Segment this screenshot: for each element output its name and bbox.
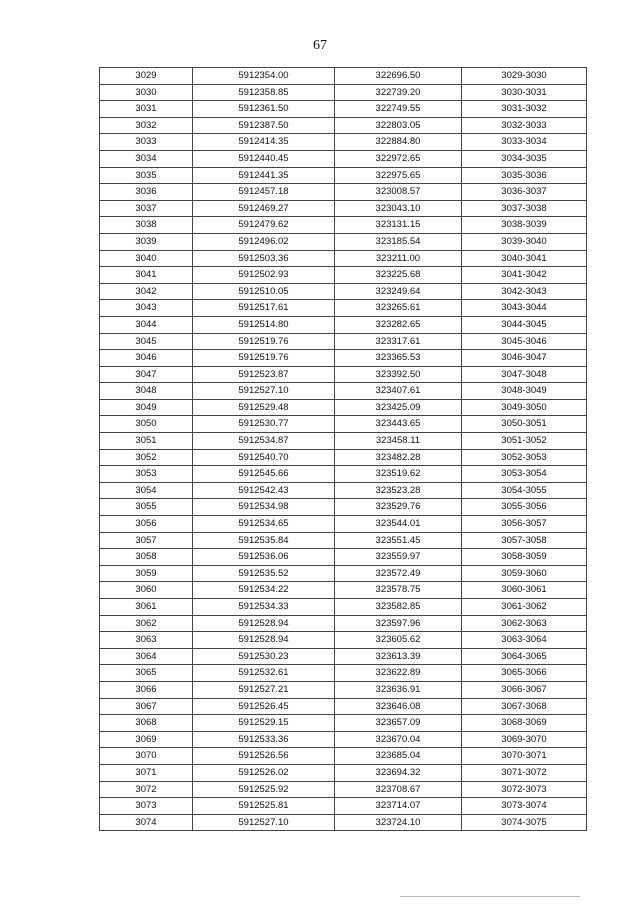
- segment-cell: 3037-3038: [462, 200, 587, 217]
- segment-cell: 3047-3048: [462, 366, 587, 383]
- y-coordinate-cell: 323131.15: [335, 217, 462, 234]
- segment-cell: 3059-3060: [462, 565, 587, 582]
- segment-cell: 3032-3033: [462, 117, 587, 134]
- x-coordinate-cell: 5912529.15: [193, 715, 335, 732]
- y-coordinate-cell: 323622.89: [335, 665, 462, 682]
- y-coordinate-cell: 323317.61: [335, 333, 462, 350]
- y-coordinate-cell: 322975.65: [335, 167, 462, 184]
- segment-cell: 3034-3035: [462, 150, 587, 167]
- table-row: [100, 366, 587, 383]
- point-number-cell: 3033: [100, 134, 193, 151]
- segment-cell: 3061-3062: [462, 599, 587, 616]
- x-coordinate-cell: 5912457.18: [193, 184, 335, 201]
- x-coordinate-cell: 5912527.10: [193, 383, 335, 400]
- x-coordinate-cell: 5912517.61: [193, 300, 335, 317]
- table-row: [100, 300, 587, 317]
- point-number-cell: 3042: [100, 283, 193, 300]
- table-row: [100, 648, 587, 665]
- y-coordinate-cell: 323425.09: [335, 399, 462, 416]
- segment-cell: 3048-3049: [462, 383, 587, 400]
- segment-cell: 3066-3067: [462, 681, 587, 698]
- x-coordinate-cell: 5912530.77: [193, 416, 335, 433]
- table-row: [100, 150, 587, 167]
- x-coordinate-cell: 5912527.21: [193, 681, 335, 698]
- table-row: [100, 250, 587, 267]
- x-coordinate-cell: 5912532.61: [193, 665, 335, 682]
- table-row: [100, 433, 587, 450]
- x-coordinate-cell: 5912535.84: [193, 532, 335, 549]
- table-row: [100, 681, 587, 698]
- segment-cell: 3067-3068: [462, 698, 587, 715]
- point-number-cell: 3037: [100, 200, 193, 217]
- point-number-cell: 3066: [100, 681, 193, 698]
- segment-cell: 3029-3030: [462, 68, 587, 85]
- y-coordinate-cell: 323605.62: [335, 632, 462, 649]
- y-coordinate-cell: 323185.54: [335, 233, 462, 250]
- y-coordinate-cell: 323225.68: [335, 267, 462, 284]
- y-coordinate-cell: 323519.62: [335, 466, 462, 483]
- y-coordinate-cell: 323458.11: [335, 433, 462, 450]
- segment-cell: 3050-3051: [462, 416, 587, 433]
- segment-cell: 3035-3036: [462, 167, 587, 184]
- y-coordinate-cell: 323582.85: [335, 599, 462, 616]
- y-coordinate-cell: 323529.76: [335, 499, 462, 516]
- segment-cell: 3062-3063: [462, 615, 587, 632]
- y-coordinate-cell: 323597.96: [335, 615, 462, 632]
- x-coordinate-cell: 5912441.35: [193, 167, 335, 184]
- segment-cell: 3033-3034: [462, 134, 587, 151]
- x-coordinate-cell: 5912440.45: [193, 150, 335, 167]
- segment-cell: 3063-3064: [462, 632, 587, 649]
- x-coordinate-cell: 5912387.50: [193, 117, 335, 134]
- segment-cell: 3056-3057: [462, 516, 587, 533]
- point-number-cell: 3036: [100, 184, 193, 201]
- y-coordinate-cell: 323670.04: [335, 731, 462, 748]
- table-row: [100, 117, 587, 134]
- table-row: [100, 731, 587, 748]
- table-row: [100, 167, 587, 184]
- table-row: [100, 200, 587, 217]
- point-number-cell: 3052: [100, 449, 193, 466]
- point-number-cell: 3060: [100, 582, 193, 599]
- y-coordinate-cell: 323265.61: [335, 300, 462, 317]
- segment-cell: 3064-3065: [462, 648, 587, 665]
- table-row: [100, 698, 587, 715]
- point-number-cell: 3046: [100, 350, 193, 367]
- table-row: [100, 383, 587, 400]
- point-number-cell: 3069: [100, 731, 193, 748]
- page-number: 67: [313, 38, 327, 53]
- x-coordinate-cell: 5912479.62: [193, 217, 335, 234]
- x-coordinate-cell: 5912525.92: [193, 781, 335, 798]
- table-row: [100, 615, 587, 632]
- segment-cell: 3065-3066: [462, 665, 587, 682]
- x-coordinate-cell: 5912526.56: [193, 748, 335, 765]
- table-row: [100, 416, 587, 433]
- y-coordinate-cell: 323657.09: [335, 715, 462, 732]
- table-row: [100, 84, 587, 101]
- segment-cell: 3073-3074: [462, 798, 587, 815]
- segment-cell: 3043-3044: [462, 300, 587, 317]
- y-coordinate-cell: 323646.08: [335, 698, 462, 715]
- segment-cell: 3053-3054: [462, 466, 587, 483]
- point-number-cell: 3044: [100, 316, 193, 333]
- y-coordinate-cell: 323407.61: [335, 383, 462, 400]
- point-number-cell: 3053: [100, 466, 193, 483]
- point-number-cell: 3030: [100, 84, 193, 101]
- y-coordinate-cell: 322696.50: [335, 68, 462, 85]
- point-number-cell: 3062: [100, 615, 193, 632]
- table-row: [100, 499, 587, 516]
- segment-cell: 3039-3040: [462, 233, 587, 250]
- segment-cell: 3068-3069: [462, 715, 587, 732]
- x-coordinate-cell: 5912534.22: [193, 582, 335, 599]
- y-coordinate-cell: 323392.50: [335, 366, 462, 383]
- x-coordinate-cell: 5912514.80: [193, 316, 335, 333]
- y-coordinate-cell: 323482.28: [335, 449, 462, 466]
- point-number-cell: 3038: [100, 217, 193, 234]
- x-coordinate-cell: 5912503.36: [193, 250, 335, 267]
- x-coordinate-cell: 5912542.43: [193, 482, 335, 499]
- table-row: [100, 814, 587, 831]
- y-coordinate-cell: 323544.01: [335, 516, 462, 533]
- segment-cell: 3045-3046: [462, 333, 587, 350]
- x-coordinate-cell: 5912519.76: [193, 350, 335, 367]
- point-number-cell: 3068: [100, 715, 193, 732]
- point-number-cell: 3040: [100, 250, 193, 267]
- y-coordinate-cell: 323008.57: [335, 184, 462, 201]
- x-coordinate-cell: 5912358.85: [193, 84, 335, 101]
- coordinates-table: [99, 67, 587, 831]
- table-row: [100, 350, 587, 367]
- segment-cell: 3040-3041: [462, 250, 587, 267]
- table-row: [100, 798, 587, 815]
- y-coordinate-cell: 323685.04: [335, 748, 462, 765]
- table-row: [100, 316, 587, 333]
- point-number-cell: 3047: [100, 366, 193, 383]
- segment-cell: 3055-3056: [462, 499, 587, 516]
- x-coordinate-cell: 5912523.87: [193, 366, 335, 383]
- table-row: [100, 449, 587, 466]
- table-row: [100, 549, 587, 566]
- point-number-cell: 3056: [100, 516, 193, 533]
- y-coordinate-cell: 323714.07: [335, 798, 462, 815]
- segment-cell: 3052-3053: [462, 449, 587, 466]
- segment-cell: 3057-3058: [462, 532, 587, 549]
- table-row: [100, 283, 587, 300]
- table-row: [100, 516, 587, 533]
- table-row: [100, 233, 587, 250]
- y-coordinate-cell: 323694.32: [335, 764, 462, 781]
- table-row: [100, 532, 587, 549]
- x-coordinate-cell: 5912540.70: [193, 449, 335, 466]
- y-coordinate-cell: 323551.45: [335, 532, 462, 549]
- segment-cell: 3030-3031: [462, 84, 587, 101]
- y-coordinate-cell: 323724.10: [335, 814, 462, 831]
- y-coordinate-cell: 323211.00: [335, 250, 462, 267]
- point-number-cell: 3061: [100, 599, 193, 616]
- table-row: [100, 781, 587, 798]
- x-coordinate-cell: 5912510.05: [193, 283, 335, 300]
- segment-cell: 3072-3073: [462, 781, 587, 798]
- segment-cell: 3046-3047: [462, 350, 587, 367]
- point-number-cell: 3032: [100, 117, 193, 134]
- x-coordinate-cell: 5912534.98: [193, 499, 335, 516]
- point-number-cell: 3041: [100, 267, 193, 284]
- point-number-cell: 3045: [100, 333, 193, 350]
- x-coordinate-cell: 5912534.33: [193, 599, 335, 616]
- table-row: [100, 68, 587, 85]
- point-number-cell: 3048: [100, 383, 193, 400]
- point-number-cell: 3063: [100, 632, 193, 649]
- y-coordinate-cell: 323708.67: [335, 781, 462, 798]
- segment-cell: 3058-3059: [462, 549, 587, 566]
- table-row: [100, 632, 587, 649]
- x-coordinate-cell: 5912528.94: [193, 615, 335, 632]
- y-coordinate-cell: 323443.65: [335, 416, 462, 433]
- point-number-cell: 3055: [100, 499, 193, 516]
- y-coordinate-cell: 323365.53: [335, 350, 462, 367]
- point-number-cell: 3070: [100, 748, 193, 765]
- segment-cell: 3051-3052: [462, 433, 587, 450]
- segment-cell: 3042-3043: [462, 283, 587, 300]
- table-row: [100, 217, 587, 234]
- segment-cell: 3054-3055: [462, 482, 587, 499]
- table-row: [100, 715, 587, 732]
- x-coordinate-cell: 5912361.50: [193, 101, 335, 118]
- segment-cell: 3070-3071: [462, 748, 587, 765]
- x-coordinate-cell: 5912519.76: [193, 333, 335, 350]
- table-row: [100, 333, 587, 350]
- y-coordinate-cell: 323578.75: [335, 582, 462, 599]
- point-number-cell: 3054: [100, 482, 193, 499]
- point-number-cell: 3073: [100, 798, 193, 815]
- y-coordinate-cell: 323282.65: [335, 316, 462, 333]
- y-coordinate-cell: 323559.97: [335, 549, 462, 566]
- x-coordinate-cell: 5912534.87: [193, 433, 335, 450]
- x-coordinate-cell: 5912534.65: [193, 516, 335, 533]
- segment-cell: 3041-3042: [462, 267, 587, 284]
- point-number-cell: 3029: [100, 68, 193, 85]
- y-coordinate-cell: 322739.20: [335, 84, 462, 101]
- segment-cell: 3038-3039: [462, 217, 587, 234]
- point-number-cell: 3058: [100, 549, 193, 566]
- segment-cell: 3069-3070: [462, 731, 587, 748]
- page-bottom-rule: [400, 896, 580, 897]
- table-row: [100, 599, 587, 616]
- x-coordinate-cell: 5912414.35: [193, 134, 335, 151]
- point-number-cell: 3072: [100, 781, 193, 798]
- point-number-cell: 3067: [100, 698, 193, 715]
- y-coordinate-cell: 323636.91: [335, 681, 462, 698]
- y-coordinate-cell: 322803.05: [335, 117, 462, 134]
- table-row: [100, 184, 587, 201]
- segment-cell: 3036-3037: [462, 184, 587, 201]
- y-coordinate-cell: 323523.28: [335, 482, 462, 499]
- table-row: [100, 466, 587, 483]
- segment-cell: 3049-3050: [462, 399, 587, 416]
- y-coordinate-cell: 322884.80: [335, 134, 462, 151]
- table-row: [100, 565, 587, 582]
- point-number-cell: 3051: [100, 433, 193, 450]
- x-coordinate-cell: 5912496.02: [193, 233, 335, 250]
- point-number-cell: 3057: [100, 532, 193, 549]
- point-number-cell: 3074: [100, 814, 193, 831]
- segment-cell: 3031-3032: [462, 101, 587, 118]
- table-row: [100, 482, 587, 499]
- x-coordinate-cell: 5912530.23: [193, 648, 335, 665]
- x-coordinate-cell: 5912545.66: [193, 466, 335, 483]
- point-number-cell: 3050: [100, 416, 193, 433]
- point-number-cell: 3043: [100, 300, 193, 317]
- table-row: [100, 748, 587, 765]
- point-number-cell: 3064: [100, 648, 193, 665]
- table-row: [100, 582, 587, 599]
- table-row: [100, 665, 587, 682]
- x-coordinate-cell: 5912533.36: [193, 731, 335, 748]
- x-coordinate-cell: 5912526.02: [193, 764, 335, 781]
- point-number-cell: 3031: [100, 101, 193, 118]
- point-number-cell: 3049: [100, 399, 193, 416]
- table-row: [100, 764, 587, 781]
- x-coordinate-cell: 5912525.81: [193, 798, 335, 815]
- x-coordinate-cell: 5912529.48: [193, 399, 335, 416]
- point-number-cell: 3059: [100, 565, 193, 582]
- segment-cell: 3074-3075: [462, 814, 587, 831]
- table-row: [100, 134, 587, 151]
- x-coordinate-cell: 5912469.27: [193, 200, 335, 217]
- point-number-cell: 3034: [100, 150, 193, 167]
- coordinates-table-body: [100, 68, 587, 831]
- segment-cell: 3060-3061: [462, 582, 587, 599]
- x-coordinate-cell: 5912536.06: [193, 549, 335, 566]
- point-number-cell: 3065: [100, 665, 193, 682]
- table-row: [100, 267, 587, 284]
- point-number-cell: 3071: [100, 764, 193, 781]
- segment-cell: 3071-3072: [462, 764, 587, 781]
- y-coordinate-cell: 323043.10: [335, 200, 462, 217]
- table-row: [100, 399, 587, 416]
- y-coordinate-cell: 323572.49: [335, 565, 462, 582]
- x-coordinate-cell: 5912527.10: [193, 814, 335, 831]
- x-coordinate-cell: 5912526.45: [193, 698, 335, 715]
- y-coordinate-cell: 322972.65: [335, 150, 462, 167]
- x-coordinate-cell: 5912535.52: [193, 565, 335, 582]
- segment-cell: 3044-3045: [462, 316, 587, 333]
- x-coordinate-cell: 5912354.00: [193, 68, 335, 85]
- x-coordinate-cell: 5912502.93: [193, 267, 335, 284]
- y-coordinate-cell: 323613.39: [335, 648, 462, 665]
- y-coordinate-cell: 322749.55: [335, 101, 462, 118]
- y-coordinate-cell: 323249.64: [335, 283, 462, 300]
- point-number-cell: 3035: [100, 167, 193, 184]
- x-coordinate-cell: 5912528.94: [193, 632, 335, 649]
- point-number-cell: 3039: [100, 233, 193, 250]
- table-row: [100, 101, 587, 118]
